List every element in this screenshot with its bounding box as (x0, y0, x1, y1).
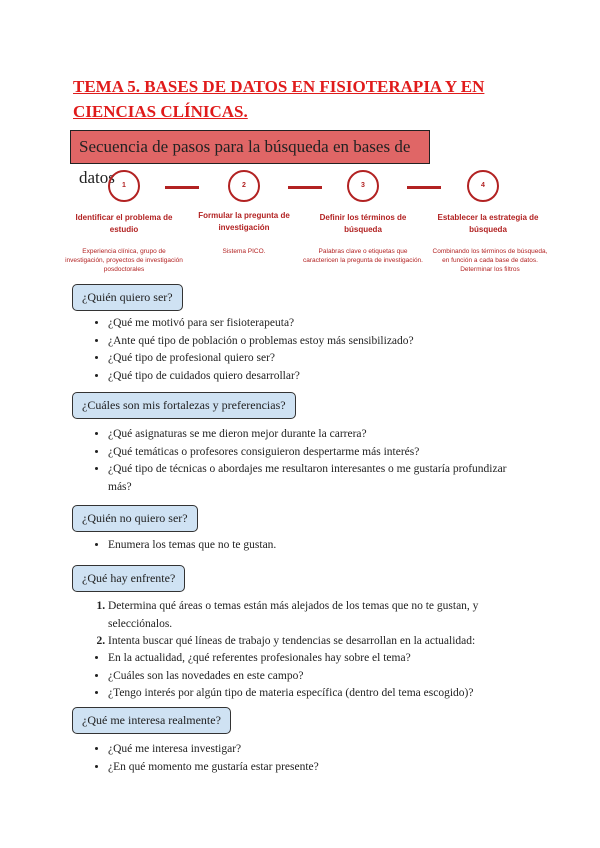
infographic-banner: Secuencia de pasos para la búsqueda en bases de datos (70, 130, 430, 164)
list-item: • ¿Qué me interesa investigar? (108, 741, 548, 759)
list-item: • En la actualidad, ¿qué referentes profesionales hay sobre el tema? (108, 650, 548, 668)
step-4-title: Establecer la estrategia de búsqueda (437, 213, 539, 234)
list-item: • ¿Tengo interés por algún tipo de materia específica (dentro del tema escogido)? (108, 685, 548, 703)
step-2-circle: 2 (228, 170, 260, 202)
list-item: 1. Determina qué áreas o temas están más alejados de los temas que no te gustan, y selecciónalos. (108, 598, 528, 633)
step-2-desc: Sistema PICO. (222, 248, 266, 255)
section-heading: ¿Quién no quiero ser? (72, 505, 198, 532)
bullet-list (88, 315, 548, 385)
list-item: • ¿Qué me motivó para ser fisioterapeuta? (108, 315, 548, 333)
step-2-title: Formular la pregunta de investigación (198, 211, 290, 232)
step-1-desc: Experiencia clínica, grupo de investigación, proyectos de investigación posdoctorales (65, 248, 183, 273)
section-heading: ¿Qué me interesa realmente? (72, 707, 231, 734)
step-connector (407, 186, 441, 189)
numbered-list (88, 598, 528, 651)
list-item: • ¿Cuáles son las novedades en este campo? (108, 668, 548, 686)
list-item: 2. Intenta buscar qué líneas de trabajo y tendencias se desarrollan en la actualidad: (108, 633, 528, 651)
section-heading: ¿Quién quiero ser? (72, 284, 183, 311)
step-1-title: Identificar el problema de estudio (75, 213, 173, 234)
step-connector (288, 186, 322, 189)
step-4-desc: Combinando los términos de búsqueda, en función a cada base de datos. Determinar los filtros (432, 248, 548, 273)
list-item: • Enumera los temas que no te gustan. (108, 537, 548, 555)
list-item: • ¿En qué momento me gustaría estar presente? (108, 759, 548, 777)
list-item: • ¿Qué tipo de profesional quiero ser? (108, 350, 548, 368)
section-heading: ¿Cuáles son mis fortalezas y preferencias? (72, 392, 296, 419)
step-3-circle: 3 (347, 170, 379, 202)
section-heading: ¿Qué hay enfrente? (72, 565, 185, 592)
bullet-list (88, 426, 508, 496)
list-item: • ¿Ante qué tipo de población o problemas estoy más sensibilizado? (108, 333, 548, 351)
list-item: • ¿Qué tipo de técnicas o abordajes me resultaron interesantes o me gustaría profundizar más? (108, 461, 508, 496)
step-3-desc: Palabras clave o etiquetas que caractericen la pregunta de investigación. (303, 248, 423, 264)
step-connector (165, 186, 199, 189)
document-title: TEMA 5. BASES DE DATOS EN FISIOTERAPIA Y EN CIENCIAS CLÍNICAS. (73, 77, 485, 121)
list-item: • ¿Qué tipo de cuidados quiero desarrollar? (108, 368, 548, 386)
bullet-list (88, 537, 548, 555)
list-item: • ¿Qué temáticas o profesores consiguieron despertarme más interés? (108, 444, 508, 462)
bullet-list (88, 650, 548, 703)
list-item: • ¿Qué asignaturas se me dieron mejor durante la carrera? (108, 426, 508, 444)
step-1-circle: 1 (108, 170, 140, 202)
bullet-list (88, 741, 548, 776)
step-4-circle: 4 (467, 170, 499, 202)
step-3-title: Definir los términos de búsqueda (319, 213, 407, 234)
